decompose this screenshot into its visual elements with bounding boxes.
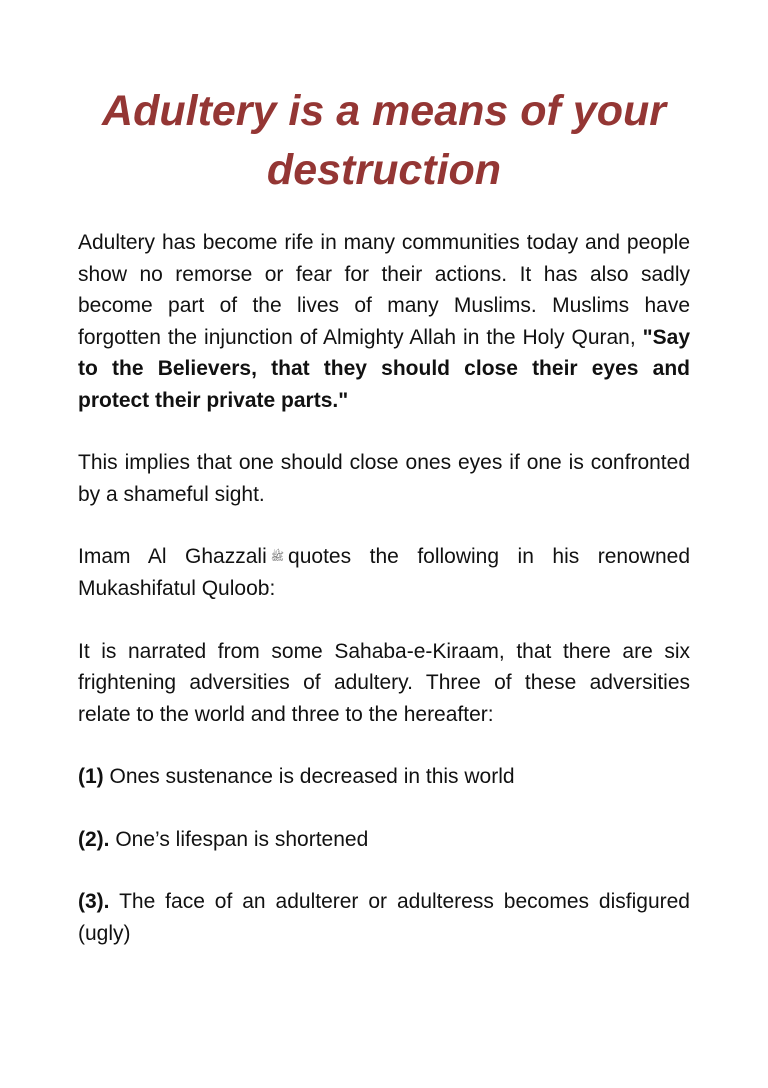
- implication-paragraph: This implies that one should close ones eyes if one is confronted by a shameful sight.: [78, 451, 690, 506]
- list-item-text: The face of an adulterer or adulteress becomes disfigured (ugly): [78, 890, 690, 945]
- imam-paragraph: [78, 541, 690, 605]
- list-item-number: (3).: [78, 890, 110, 914]
- list-item-number: (1): [78, 765, 104, 789]
- list-item-2: [78, 824, 690, 856]
- list-item-3: [78, 886, 690, 949]
- honorific-symbol: ﷺ: [270, 550, 285, 563]
- list-item-number: (2).: [78, 827, 110, 851]
- narration-paragraph: It is narrated from some Sahaba-e-Kiraam, that there are six frightening adversities of adultery. Three of these adversities relate to the world and three to the hereafter:: [78, 639, 690, 726]
- list-item-text: One’s lifespan is shortened: [115, 827, 369, 851]
- quran-quote: "Say to the Believers, that they should close their eyes and protect their private parts.": [78, 325, 690, 412]
- intro-paragraph: [78, 227, 690, 416]
- page-title: [78, 82, 690, 200]
- imam-name: Imam Al Ghazzali: [78, 545, 267, 568]
- intro-text: Adultery has become rife in many communities today and people show no remorse or fear for their actions. It has also sadly become part of the lives of many Muslims. Muslims have forgotten the injunction of Almighty Allah in the Holy Quran,: [78, 231, 690, 349]
- list-item-text: Ones sustenance is decreased in this world: [109, 765, 515, 789]
- list-item-1: [78, 761, 690, 793]
- title-line-2: destruction: [266, 146, 502, 194]
- imam-quote-intro: quotes the following in his renowned Mukashifatul Quloob:: [78, 545, 690, 601]
- title-line-1: Adultery is a means of your: [102, 87, 666, 135]
